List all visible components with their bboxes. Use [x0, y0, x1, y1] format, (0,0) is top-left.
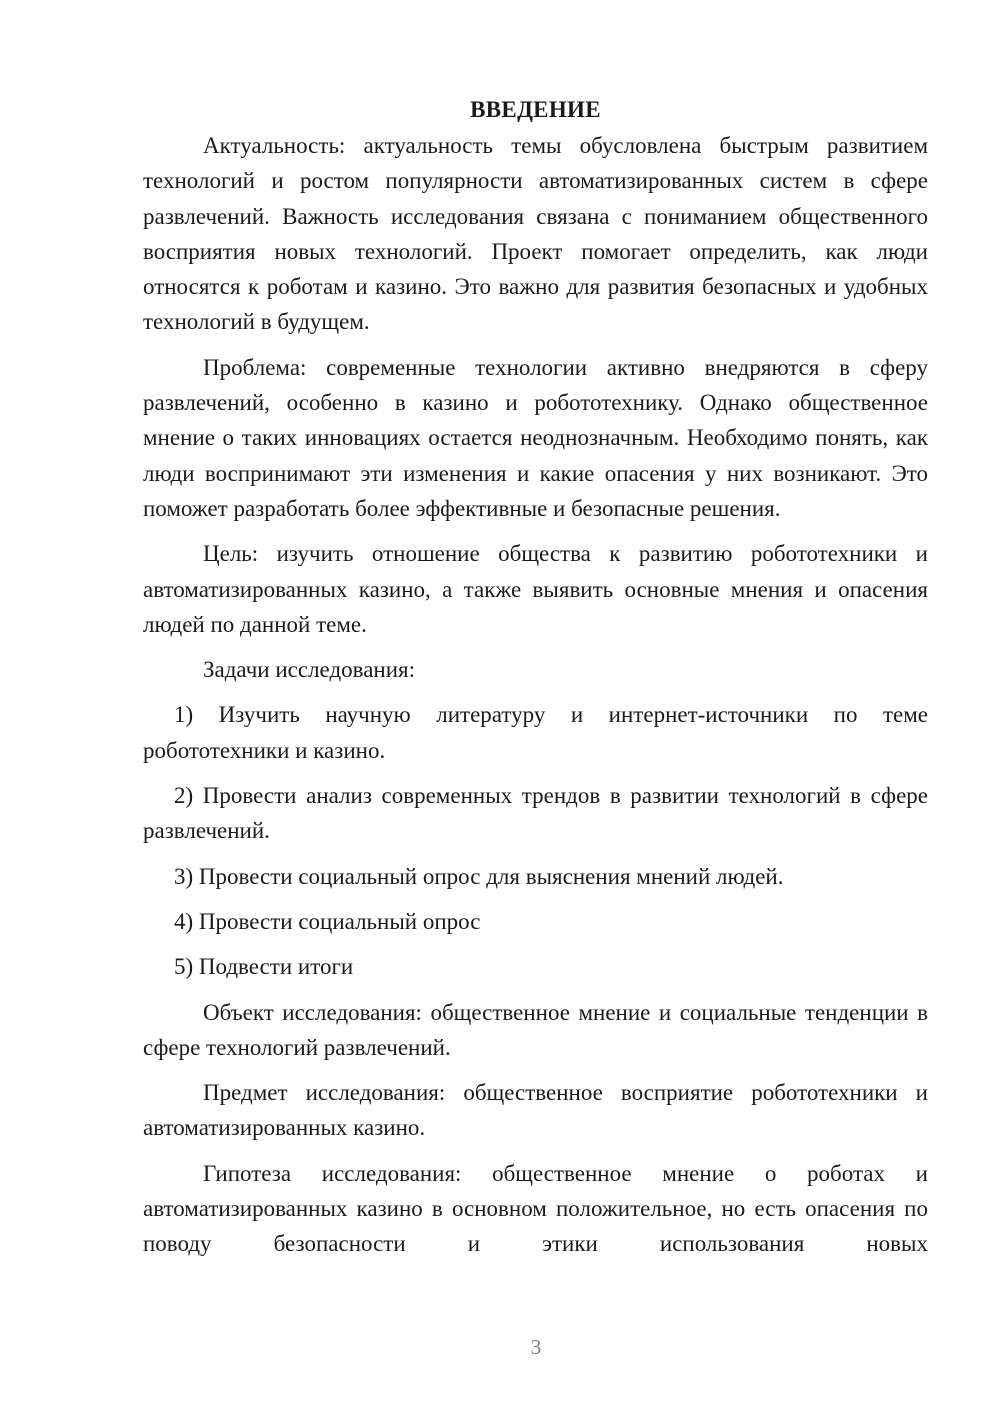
paragraph-goal: Цель: изучить отношение общества к развитию робототехники и автоматизированных казино, а также выявить основные мнения и опасения людей по данной теме.	[143, 541, 928, 637]
paragraph-hypothesis: Гипотеза исследования: общественное мнение о роботах и автоматизированных казино в основном положительное, но есть опасения по поводу безопасности и этики использования новых	[143, 1160, 928, 1257]
paragraph-problem: Проблема: современные технологии активно внедряются в сферу развлечений, особенно в казино и робототехнику. Однако общественное мнение о таких инновациях остается неоднозначным. Необходимо понять, как люди воспринимают эти изменения и какие опасения у них возникают. Это поможет разработать более эффективные и безопасные решения.	[143, 354, 928, 521]
page-title: ВВЕДЕНИЕ	[470, 97, 601, 122]
task-item-3: 3) Провести социальный опрос для выяснения мнений людей.	[174, 863, 784, 889]
paragraph-relevance: Актуальность: актуальность темы обусловлена быстрым развитием технологий и ростом популярности автоматизированных систем в сфере развлечений. Важность исследования связана с пониманием общественного восприятия новых технологий. Проект помогает определить, как люди относятся к роботам и казино. Это важно для развития безопасных и удобных технологий в будущем.	[143, 133, 928, 335]
task-item-1: 1) Изучить научную литературу и интернет-источники по теме робототехники и казино.	[143, 702, 928, 763]
tasks-heading: Задачи исследования:	[203, 657, 416, 683]
task-item-2: 2) Провести анализ современных трендов в развитии технологий в сфере развлечений.	[143, 783, 928, 844]
task-item-4: 4) Провести социальный опрос	[174, 908, 481, 934]
task-item-5: 5) Подвести итоги	[174, 954, 354, 980]
paragraph-subject: Предмет исследования: общественное восприятие робототехники и автоматизированных казино.	[143, 1080, 928, 1141]
page-content	[143, 92, 928, 1272]
paragraph-object: Объект исследования: общественное мнение и социальные тенденции в сфере технологий развлечений.	[143, 999, 928, 1060]
page-number: 3	[530, 1335, 542, 1359]
